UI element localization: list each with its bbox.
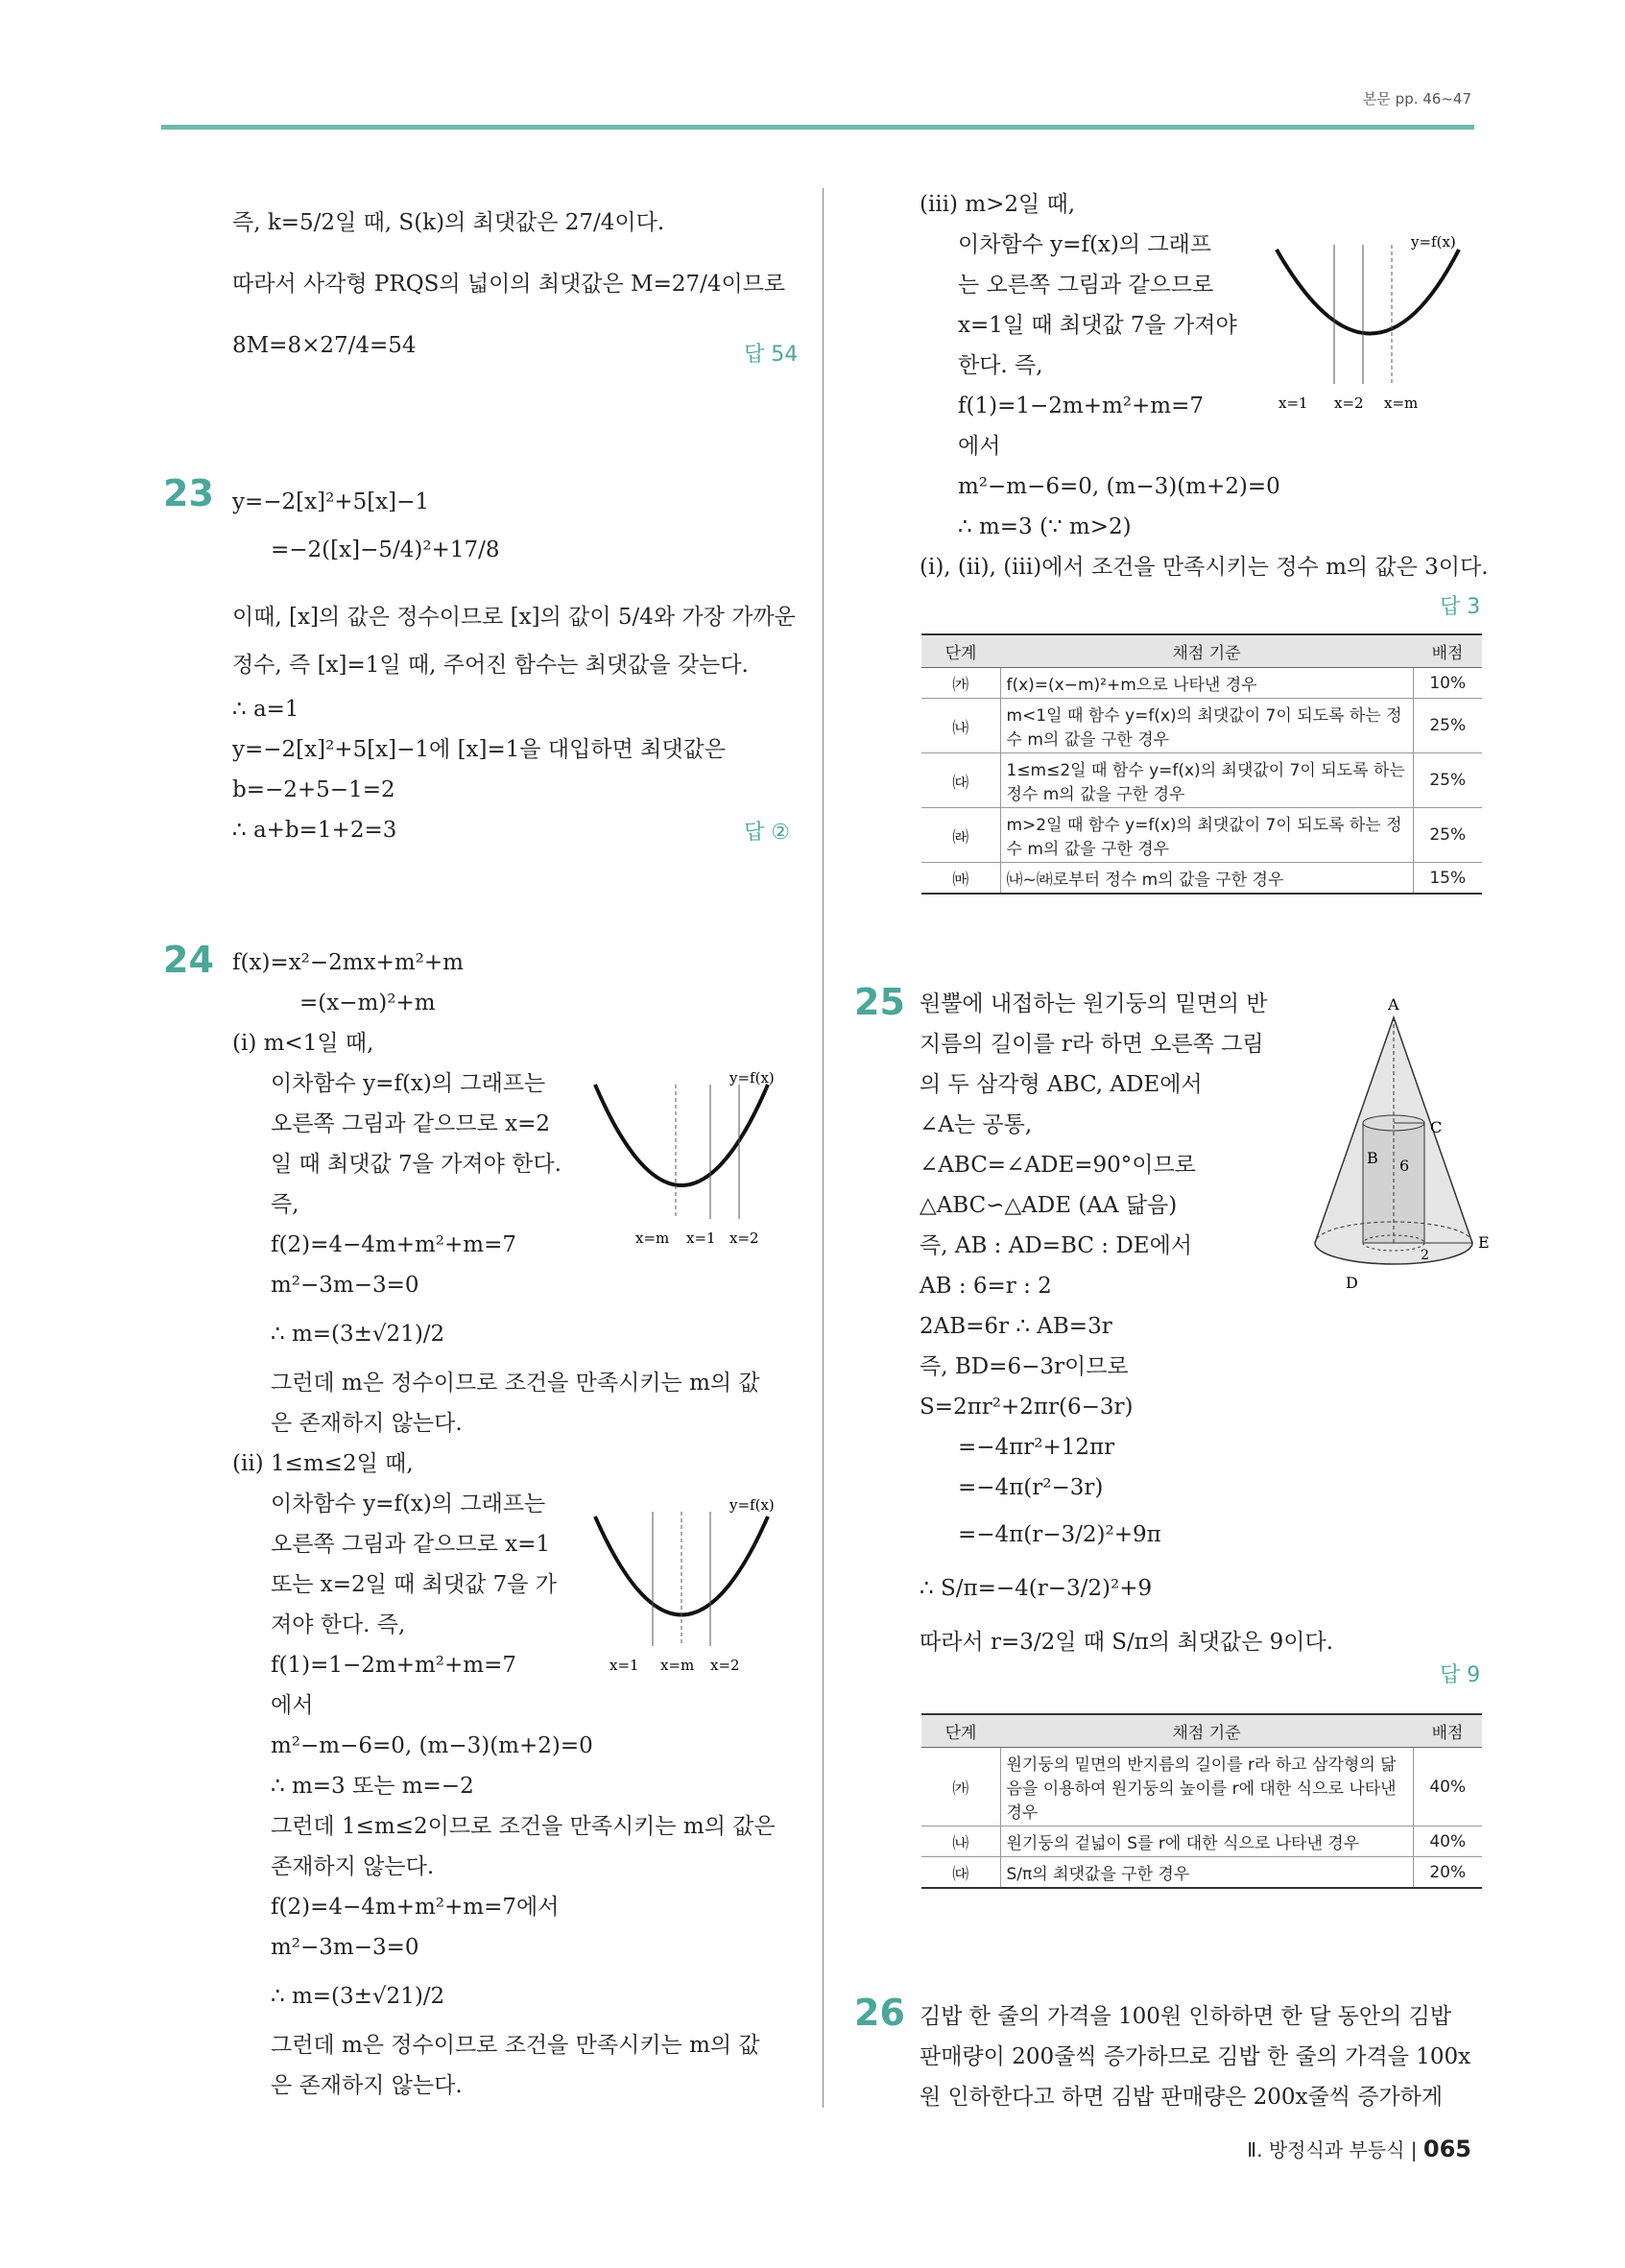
- solution-line: ∴ m=3 (∵ m>2): [958, 514, 1132, 539]
- graph-case-3: [1267, 226, 1483, 418]
- solution-line: =−4π(r²−3r): [958, 1475, 1104, 1500]
- solution-line: 에서: [958, 434, 1001, 459]
- table-header: 배점: [1413, 634, 1482, 668]
- table-row: ㈐ S/π의 최댓값을 구한 경우 20%: [921, 1857, 1482, 1889]
- solution-line: x=1일 때 최댓값 7을 가져야: [958, 313, 1237, 338]
- solution-line: ∴ a=1: [232, 697, 299, 722]
- graph1-x-label: x=m: [635, 1229, 670, 1247]
- solution-line: 즉,: [271, 1192, 299, 1217]
- graph1-curve-label: y=f(x): [729, 1069, 775, 1086]
- table-row: ㈐ 1≤m≤2일 때 함수 y=f(x)의 최댓값이 7이 되도록 하는 정수 m의 값을 구한 경우 25%: [921, 753, 1482, 808]
- graph2-x-label: x=m: [660, 1657, 695, 1674]
- answer-intro: 답 54: [744, 343, 799, 367]
- solution-line: 2AB=6r ∴ AB=3r: [920, 1314, 1112, 1339]
- table-header: 단계: [921, 1714, 1000, 1748]
- intro-line: 8M=8×27/4=54: [232, 333, 417, 358]
- solution-line: 이차함수 y=f(x)의 그래프는: [271, 1492, 546, 1516]
- solution-line: 이차함수 y=f(x)의 그래프: [958, 232, 1212, 257]
- solution-line: 판매량이 200줄씩 증가하므로 김밥 한 줄의 가격을 100x: [920, 2044, 1471, 2069]
- table-row: ㈏ 원기둥의 겉넓이 S를 r에 대한 식으로 나타낸 경우 40%: [921, 1826, 1482, 1857]
- solution-line: 일 때 최댓값 7을 가져야 한다.: [271, 1152, 562, 1177]
- grading-table-25: [921, 1713, 1482, 1889]
- solution-line: 오른쪽 그림과 같으므로 x=1: [271, 1532, 550, 1557]
- figure-label-radius: 2: [1421, 1248, 1429, 1263]
- problem-number-26: 26: [854, 1992, 905, 2034]
- solution-line: ∴ a+b=1+2=3: [232, 818, 397, 843]
- case-heading: (ⅲ) m>2일 때,: [920, 192, 1076, 217]
- solution-line: 의 두 삼각형 ABC, ADE에서: [920, 1072, 1203, 1097]
- table-header: 단계: [921, 634, 1000, 668]
- graph-case-2: [585, 1492, 816, 1684]
- solution-line: 져야 한다. 즉,: [271, 1612, 406, 1637]
- table-header: 채점 기준: [1000, 1714, 1413, 1748]
- solution-line: ∠ABC=∠ADE=90°이므로: [920, 1153, 1196, 1178]
- table-header: 채점 기준: [1000, 634, 1413, 668]
- problem-number-25: 25: [854, 981, 905, 1023]
- graph3-x-label: x=2: [1334, 394, 1364, 412]
- solution-line: △ABC∽△ADE (AA 닮음): [920, 1193, 1178, 1218]
- table-row: ㈏ m<1일 때 함수 y=f(x)의 최댓값이 7이 되도록 하는 정수 m의 값을 구한 경우 25%: [921, 699, 1482, 753]
- column-divider: [823, 188, 824, 2108]
- solution-line: f(1)=1−2m+m²+m=7: [958, 394, 1204, 418]
- solution-line: 그런데 m은 정수이므로 조건을 만족시키는 m의 값: [271, 2033, 760, 2058]
- problem-26-body: [920, 1996, 1470, 2117]
- solution-line: =−2([x]−5/4)²+17/8: [271, 537, 500, 562]
- figure-label-height: 6: [1399, 1157, 1410, 1175]
- solution-line: 그런데 m은 정수이므로 조건을 만족시키는 m의 값: [271, 1371, 760, 1396]
- case-heading: (ⅰ) m<1일 때,: [232, 1031, 374, 1056]
- solution-line: 에서: [271, 1693, 314, 1718]
- page-footer: [1247, 2135, 1471, 2162]
- solution-line: m²−m−6=0, (m−3)(m+2)=0: [958, 474, 1280, 499]
- solution-line: 정수, 즉 [x]=1일 때, 주어진 함수는 최댓값을 갖는다.: [232, 653, 749, 678]
- solution-line: 존재하지 않는다.: [271, 1854, 435, 1879]
- solution-line: y=−2[x]²+5[x]−1에 [x]=1을 대입하면 최댓값은: [232, 737, 726, 762]
- solution-line: m²−m−6=0, (m−3)(m+2)=0: [271, 1733, 593, 1758]
- graph2-curve-label: y=f(x): [729, 1496, 775, 1514]
- solution-line: 은 존재하지 않는다.: [271, 2073, 463, 2098]
- solution-line: 이차함수 y=f(x)의 그래프는: [271, 1071, 546, 1096]
- graph3-x-label: x=m: [1384, 394, 1419, 412]
- solution-line: =(x−m)²+m: [299, 991, 436, 1015]
- problem-number-23: 23: [163, 472, 214, 514]
- solution-line: AB : 6=r : 2: [920, 1274, 1052, 1299]
- solution-line: ∴ m=3 또는 m=−2: [271, 1774, 474, 1799]
- intro-line: 즉, k=5/2일 때, S(k)의 최댓값은 27/4이다.: [232, 210, 665, 235]
- figure-label-D: D: [1346, 1274, 1358, 1292]
- table-header: 배점: [1413, 1714, 1482, 1748]
- solution-line: 또는 x=2일 때 최댓값 7을 가: [271, 1572, 558, 1597]
- solution-line: 원 인하한다고 하면 김밥 판매량은 200x줄씩 증가하게: [920, 2085, 1444, 2110]
- solution-line: y=−2[x]²+5[x]−1: [232, 489, 430, 514]
- graph1-x-label: x=1: [686, 1229, 716, 1247]
- solution-line: 즉, BD=6−3r이므로: [920, 1354, 1129, 1379]
- solution-line: 오른쪽 그림과 같으므로 x=2: [271, 1111, 550, 1136]
- graph3-curve-label: y=f(x): [1411, 233, 1456, 251]
- graph-case-1: [585, 1065, 816, 1257]
- answer-23: 답 ②: [744, 821, 790, 845]
- table-row: ㈎ 원기둥의 밑면의 반지름의 길이를 r라 하고 삼각형의 닮음을 이용하여 원기둥의 높이를 r에 대한 식으로 나타낸 경우 40%: [921, 1748, 1482, 1826]
- figure-label-A: A: [1388, 995, 1399, 1014]
- solution-line: 즉, AB : AD=BC : DE에서: [920, 1233, 1193, 1258]
- solution-line: =−4π(r−3/2)²+9π: [958, 1522, 1161, 1547]
- case-heading: (ⅱ) 1≤m≤2일 때,: [232, 1451, 414, 1476]
- header-rule: [161, 125, 1474, 130]
- footer-separator: |: [1410, 2138, 1423, 2161]
- solution-line: m²−3m−3=0: [271, 1935, 419, 1960]
- problem-25-body: [920, 984, 1333, 1669]
- solution-line: 한다. 즉,: [958, 353, 1043, 378]
- figure-label-E: E: [1478, 1233, 1490, 1252]
- solution-line: S=2πr²+2πr(6−3r): [920, 1395, 1134, 1420]
- solution-line: ∴ S/π=−4(r−3/2)²+9: [920, 1576, 1153, 1601]
- solution-line: 지름의 길이를 r라 하면 오른쪽 그림: [920, 1032, 1264, 1057]
- problem-number-24: 24: [163, 939, 214, 981]
- solution-line: f(2)=4−4m+m²+m=7에서: [271, 1895, 560, 1920]
- grading-table-24: [921, 633, 1482, 895]
- solution-line: =−4πr²+12πr: [958, 1435, 1115, 1460]
- solution-line: 이때, [x]의 값은 정수이므로 [x]의 값이 5/4와 가장 가까운: [232, 605, 796, 630]
- table-row: ㈑ m>2일 때 함수 y=f(x)의 최댓값이 7이 되도록 하는 정수 m의 값을 구한 경우 25%: [921, 808, 1482, 863]
- graph2-x-label: x=1: [609, 1657, 639, 1674]
- solution-line: 은 존재하지 않는다.: [271, 1411, 463, 1436]
- solution-line: ∴ m=(3±√21)/2: [271, 1322, 445, 1347]
- left-intro: [232, 192, 785, 376]
- solution-line: f(1)=1−2m+m²+m=7: [271, 1653, 516, 1678]
- figure-label-C: C: [1430, 1118, 1443, 1136]
- table-row: ㈎ f(x)=(x−m)²+m으로 나타낸 경우 10%: [921, 668, 1482, 699]
- intro-line: 따라서 사각형 PRQS의 넓이의 최댓값은 M=27/4이므로: [232, 272, 786, 297]
- solution-line: f(2)=4−4m+m²+m=7: [271, 1232, 516, 1257]
- graph1-x-label: x=2: [729, 1229, 759, 1247]
- page-reference: 본문 pp. 46~47: [1362, 90, 1471, 107]
- solution-line: 김밥 한 줄의 가격을 100원 인하하면 한 달 동안의 김밥: [920, 2004, 1452, 2029]
- answer-25: 답 9: [1440, 1663, 1481, 1687]
- solution-line: 따라서 r=3/2일 때 S/π의 최댓값은 9이다.: [920, 1630, 1334, 1655]
- page-number: 065: [1422, 2136, 1471, 2162]
- solution-line: ∴ m=(3±√21)/2: [271, 1984, 445, 2009]
- graph2-x-label: x=2: [710, 1657, 740, 1674]
- figure-label-B: B: [1367, 1149, 1378, 1167]
- solution-line: 는 오른쪽 그림과 같으므로: [958, 273, 1214, 298]
- solution-line: 그런데 1≤m≤2이므로 조건을 만족시키는 m의 값은: [271, 1814, 776, 1839]
- cone-cylinder-figure: [1305, 989, 1497, 1296]
- conclusion-line: (ⅰ), (ⅱ), (ⅲ)에서 조건을 만족시키는 정수 m의 값은 3이다.: [920, 555, 1489, 580]
- solution-line: 원뿔에 내접하는 원기둥의 밑면의 반: [920, 991, 1268, 1016]
- solution-line: b=−2+5−1=2: [232, 777, 395, 802]
- solution-line: m²−3m−3=0: [271, 1273, 419, 1298]
- answer-24: 답 3: [1440, 595, 1481, 619]
- problem-23-body: [232, 478, 796, 850]
- solution-line: f(x)=x²−2mx+m²+m: [232, 950, 464, 975]
- graph3-x-label: x=1: [1278, 394, 1308, 412]
- table-row: ㈒ ㈏~㈑로부터 정수 m의 값을 구한 경우 15%: [921, 863, 1482, 895]
- section-title: Ⅱ. 방정식과 부등식: [1247, 2138, 1405, 2161]
- solution-line: ∠A는 공통,: [920, 1112, 1033, 1137]
